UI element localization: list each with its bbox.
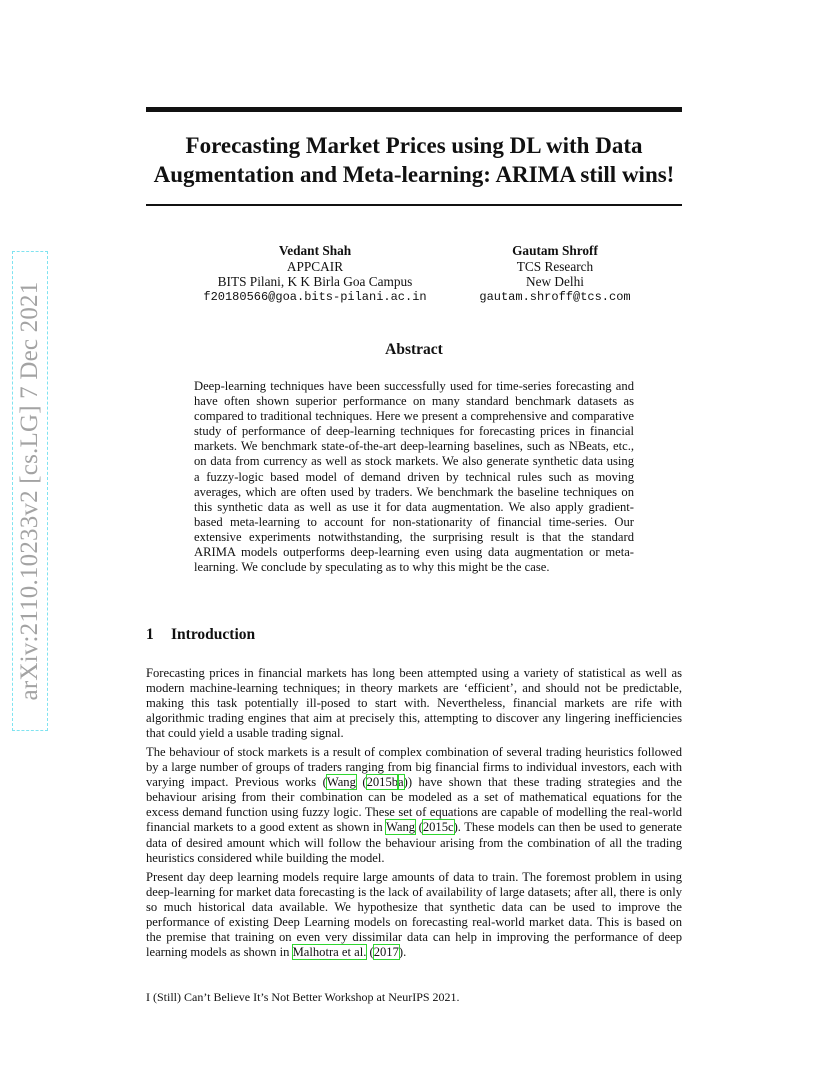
- arxiv-identifier-stamp: arXiv:2110.10233v2 [cs.LG] 7 Dec 2021: [12, 251, 48, 731]
- author-affiliation: BITS Pilani, K K Birla Goa Campus: [217, 274, 413, 289]
- author-block-1: [190, 243, 440, 305]
- author-block-2: [445, 243, 665, 305]
- workshop-footnote: I (Still) Can’t Believe It’s Not Better Workshop at NeurIPS 2021.: [146, 990, 460, 1004]
- citation-link-malhotra[interactable]: Malhotra et al.: [292, 945, 367, 960]
- author-email[interactable]: gautam.shroff@tcs.com: [479, 289, 631, 304]
- citation-link-wang-2015c[interactable]: 2015c: [422, 820, 454, 835]
- paragraph-text: Present day deep learning models require large amounts of data to train. The foremost problem in using deep-learning for market data forecasting is the lack of availability of large datasets; after all, there is only so much historical data available. We hypothesize that synthetic data can be used to improve the performance of existing Deep Learning models on forecasting real-world market data. This is based on the premise that training on even very dissimilar data can help in improving the performance of deep learning models as shown in: [146, 870, 682, 960]
- citation-link-wang-2015b[interactable]: 2015b: [366, 775, 399, 790]
- title-top-rule: [146, 107, 682, 112]
- abstract-heading: Abstract: [385, 341, 443, 358]
- abstract-text: Deep-learning techniques have been successfully used for time-series forecasting and have often shown superior performance on many standard benchmark datasets as compared to traditional techniques. Here we present a comprehensive and comparative study of performance of deep-learning techniques for forecasting prices in financial markets. We benchmark state-of-the-art deep-learning baselines, such as NBeats, etc., on data from currency as well as stock markets. We also generate synthetic data using a fuzzy-logic based model of demand driven by technical rules such as moving averages, which are often used by traders. We benchmark the baseline techniques on this synthetic data as well as use it for data augmentation. We also apply gradient-based meta-learning to account for non-stationarity of financial time-series. Our extensive experiments notwithstanding, the surprising result is that the standard ARIMA models outperforms deep-learning even using data augmentation or meta-learning. We conclude by speculating as to why this might be the case.: [194, 379, 634, 575]
- intro-paragraph-2: [146, 745, 682, 866]
- author-affiliation: New Delhi: [526, 274, 584, 289]
- citation-paren: (: [415, 820, 423, 835]
- paragraph-text: ). These models can then be used to generate data of desired amount which will follow the behaviour arising from the combination of all the trading heuristics considered while building the model.: [146, 820, 682, 865]
- paper-title: Forecasting Market Prices using DL with Data Augmentation and Meta-learning: ARIMA still wins!: [153, 133, 675, 187]
- author-email[interactable]: f20180566@goa.bits-pilani.ac.in: [203, 289, 427, 304]
- section-number: 1: [146, 626, 154, 643]
- paragraph-text: The behaviour of stock markets is a result of complex combination of several trading heuristics followed by a large number of groups of traders ranging from big financial firms to individual investors, each with varying impact. Previous works (: [146, 745, 682, 790]
- citation-link-wang-2015a[interactable]: a: [398, 775, 404, 790]
- paragraph-text: )) have shown that these trading strategies and the behaviour arising from their combination can be modeled as a set of mathematical equations for the excess demand function using fuzzy logic. These set of equations are capable of modelling the real-world financial markets to a good extent as shown in: [146, 775, 683, 835]
- author-affiliation: TCS Research: [516, 258, 594, 274]
- section-title: Introduction: [171, 626, 256, 643]
- paragraph-text: ).: [398, 945, 407, 960]
- citation-paren: (: [366, 945, 374, 960]
- intro-paragraph-1: Forecasting prices in financial markets has long been attempted using a variety of statistical as well as modern machine-learning techniques; in theory markets are ‘efficient’, and should not be predictable, making this task potentially ill-posed to start with. Nevertheless, financial markets are rife with algorithmic trading engines that aim at precisely this, attempting to discover any lingering inefficiencies that could yield a usable trading signal.: [146, 666, 682, 741]
- citation-link-malhotra-2017[interactable]: 2017: [373, 945, 399, 960]
- title-bottom-rule: [146, 204, 682, 206]
- author-name: Vedant Shah: [278, 243, 352, 258]
- citation-link-wang[interactable]: Wang: [386, 820, 416, 835]
- intro-paragraph-3: [146, 870, 682, 961]
- citation-paren: (: [355, 775, 367, 790]
- citation-link-wang[interactable]: Wang: [326, 775, 356, 790]
- author-affiliation: APPCAIR: [286, 258, 344, 274]
- section-heading-introduction: [146, 626, 255, 644]
- author-name: Gautam Shroff: [512, 243, 598, 258]
